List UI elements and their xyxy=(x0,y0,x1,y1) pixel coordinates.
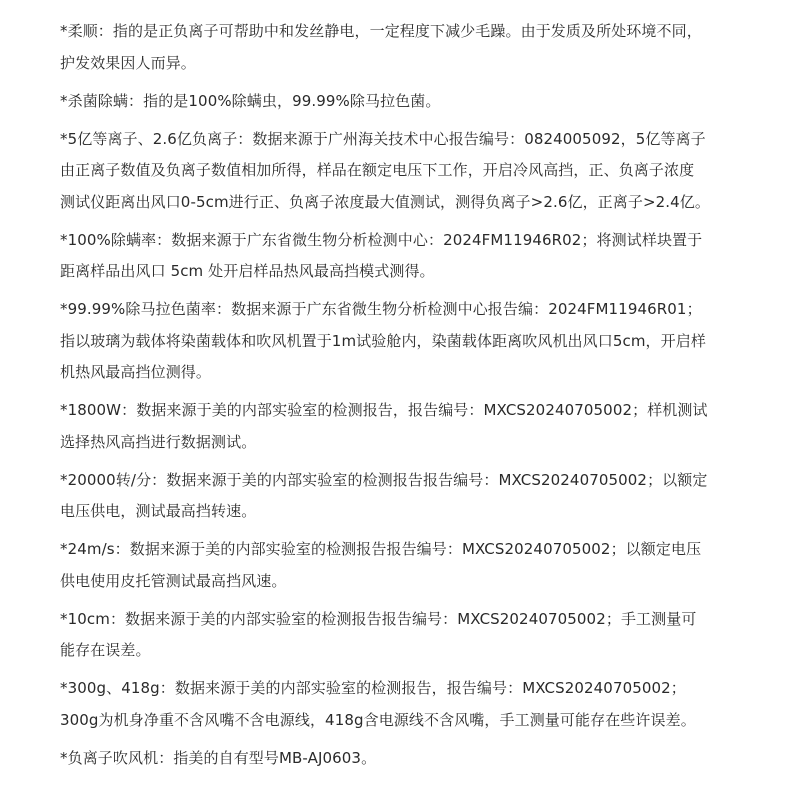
note-line: *柔顺：指的是正负离子可帮助中和发丝静电，一定程度下减少毛躁。由于发质及所处环境不同， xyxy=(60,22,702,40)
note-line: *99.99%除马拉色菌率：数据来源于广东省微生物分析检测中心报告编：2024FM11946R01； xyxy=(60,300,702,318)
note-line: *20000转/分：数据来源于美的内部实验室的检测报告报告编号：MXCS20240705002；以额定 xyxy=(60,470,708,489)
note-line: *负离子吹风机：指美的自有型号MB-AJ0603。 xyxy=(60,748,377,767)
note-line: 护发效果因人而异。 xyxy=(60,53,196,72)
note-line: *10cm：数据来源于美的内部实验室的检测报告报告编号：MXCS20240705002；手工测量可 xyxy=(60,609,697,628)
note-line: *100%除螨率：数据来源于广东省微生物分析检测中心：2024FM11946R02；将测试样块置于 xyxy=(60,230,703,249)
note-line: 供电使用皮托管测试最高挡风速。 xyxy=(60,571,287,590)
note-motor-speed xyxy=(60,465,740,528)
note-softness xyxy=(60,16,740,79)
note-malassezia-removal xyxy=(60,294,740,389)
note-wind-speed xyxy=(60,534,740,597)
note-line: 能存在误差。 xyxy=(60,641,151,659)
note-ion-count xyxy=(60,124,740,219)
note-line: *5亿等离子、2.6亿负离子：数据来源于广州海关技术中心报告编号：0824005092，5亿等离子 xyxy=(60,129,706,148)
note-sterilization xyxy=(60,86,740,118)
note-line: 300g为机身净重不含风嘴不含电源线，418g含电源线不含风嘴，手工测量可能存在些许误差。 xyxy=(60,710,696,729)
note-line: 电压供电，测试最高挡转速。 xyxy=(60,502,257,520)
note-line: 机热风最高挡位测得。 xyxy=(60,363,212,381)
note-line: 由正离子数值及负离子数值相加所得，样品在额定电压下工作，开启冷风高挡，正、负离子浓度 xyxy=(60,161,695,179)
note-line: *24m/s：数据来源于美的内部实验室的检测报告报告编号：MXCS20240705002；以额定电压 xyxy=(60,540,702,558)
note-line: *300g、418g：数据来源于美的内部实验室的检测报告，报告编号：MXCS20240705002； xyxy=(60,679,686,697)
note-line: 距离样品出风口 5cm 处开启样品热风最高挡模式测得。 xyxy=(60,262,435,280)
note-line: 选择热风高挡进行数据测试。 xyxy=(60,432,257,451)
note-mite-removal xyxy=(60,225,740,288)
note-line: 指以玻璃为载体将染菌载体和吹风机置于1m试验舱内，染菌载体距离吹风机出风口5cm，开启样 xyxy=(60,331,706,350)
footnotes-list xyxy=(60,16,740,781)
note-model xyxy=(60,743,740,775)
note-line: 测试仪距离出风口0-5cm进行正、负离子浓度最大值测试，测得负离子>2.6亿，正离子>2.4亿。 xyxy=(60,192,711,211)
note-power xyxy=(60,395,740,458)
note-line: *杀菌除螨：指的是100%除螨虫，99.99%除马拉色菌。 xyxy=(60,91,441,110)
note-weight xyxy=(60,673,740,736)
note-line: *1800W：数据来源于美的内部实验室的检测报告，报告编号：MXCS20240705002；样机测试 xyxy=(60,401,708,419)
note-length xyxy=(60,604,740,667)
